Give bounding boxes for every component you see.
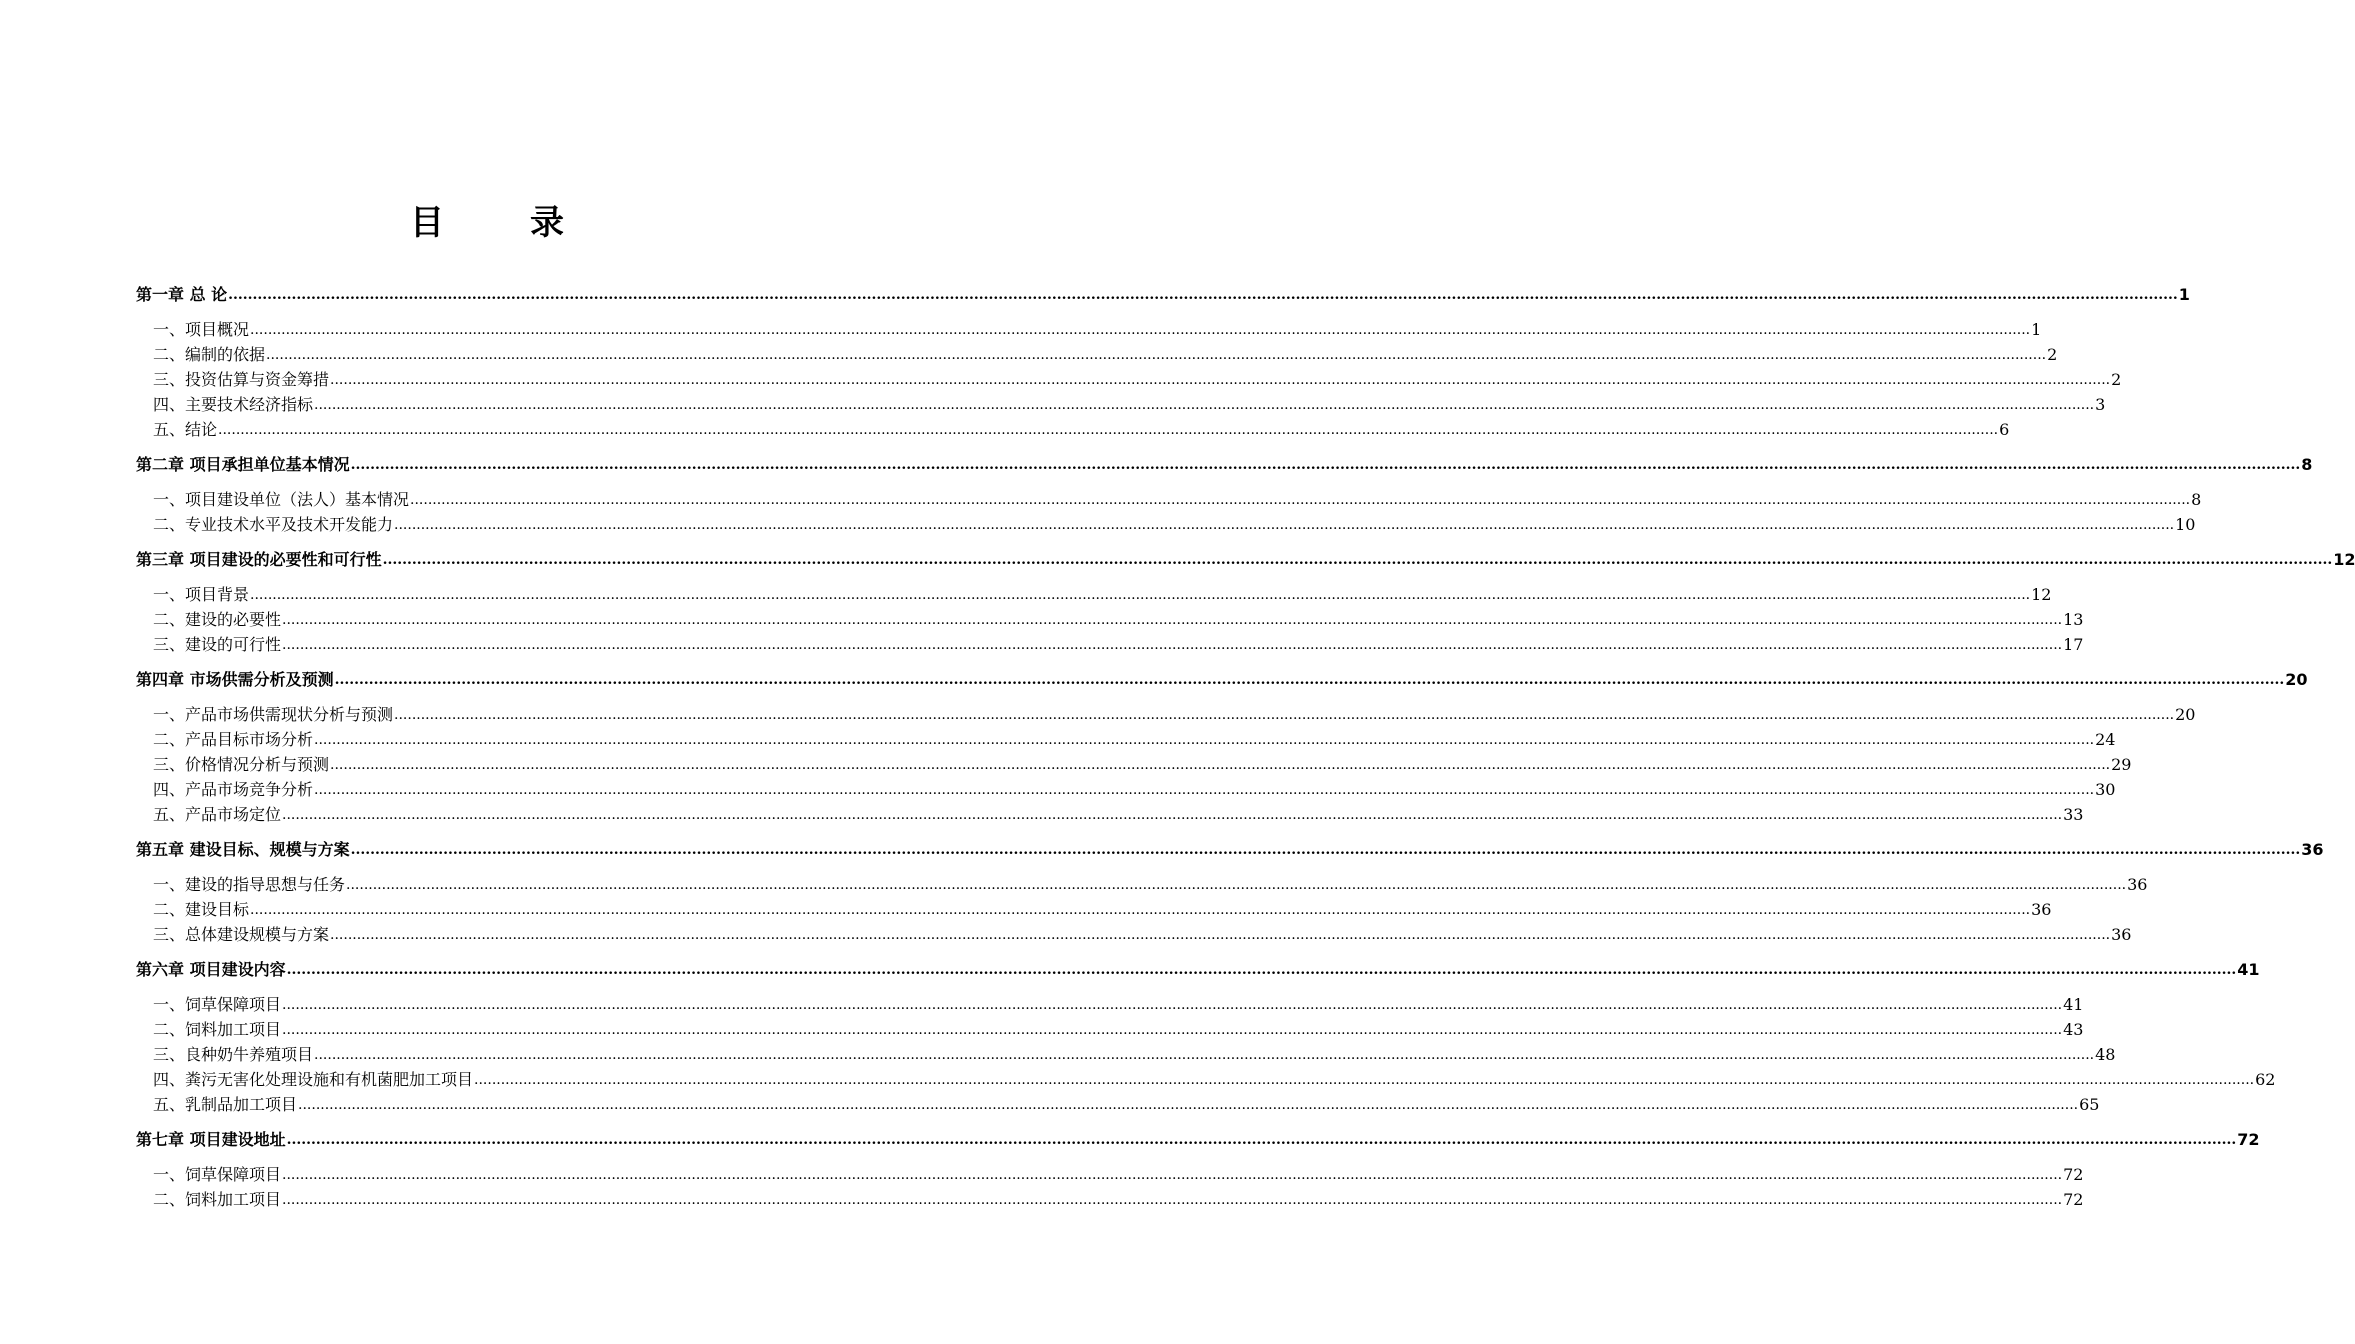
dot-leader: ................................................................................................................................................................................................................................................................................................................................................................................................................ bbox=[394, 707, 2175, 723]
dot-leader: ................................................................................................................................................................................................................................................................................................................................................................................................................ bbox=[282, 612, 2063, 628]
toc-entry-label: 五、结论 bbox=[153, 420, 218, 439]
dot-leader: ................................................................................................................................................................................................................................................................................................................................................................................................................ bbox=[282, 1022, 2063, 1038]
toc-entry-page-number: 6 bbox=[1999, 420, 2010, 439]
dot-leader: ................................................................................................................................................................................................................................................................................................................................................................................................................ bbox=[282, 637, 2063, 653]
toc-section-entry[interactable] bbox=[0, 512, 2196, 536]
toc-entry-label: 二、建设的必要性 bbox=[153, 610, 282, 629]
toc-title-char-2: 录 bbox=[530, 203, 564, 243]
toc-entry-label: 三、总体建设规模与方案 bbox=[153, 925, 330, 944]
dot-leader: ................................................................................................................................................................................................................................................................................................................................................................................................................ bbox=[218, 422, 1999, 438]
toc-entry-page-number: 17 bbox=[2063, 635, 2084, 654]
toc-entry-page-number: 3 bbox=[2095, 395, 2106, 414]
toc-section-entry[interactable] bbox=[0, 727, 2116, 751]
toc-entry-label: 二、建设目标 bbox=[153, 900, 250, 919]
toc-entry-page-number: 41 bbox=[2063, 995, 2084, 1014]
toc-section-entry[interactable] bbox=[0, 752, 2132, 776]
dot-leader: ................................................................................................................................................................................................................................................................................................................................................................................................................ bbox=[282, 997, 2063, 1013]
toc-entry-page-number: 36 bbox=[2301, 840, 2324, 859]
dot-leader: ................................................................................................................................................................................................................................................................................................................................................................................................................ bbox=[346, 877, 2127, 893]
toc-section-entry[interactable] bbox=[0, 1067, 2276, 1091]
toc-section-entry[interactable] bbox=[0, 777, 2116, 801]
toc-entry-page-number: 2 bbox=[2111, 370, 2122, 389]
toc-entry-page-number: 43 bbox=[2063, 1020, 2084, 1039]
toc-entry-label: 一、建设的指导思想与任务 bbox=[153, 875, 346, 894]
dot-leader: ................................................................................................................................................................................................................................................................................................................................................................................................................ bbox=[282, 1167, 2063, 1183]
toc-entry-page-number: 72 bbox=[2237, 1130, 2260, 1149]
toc-section-entry[interactable] bbox=[0, 367, 2122, 391]
toc-section-entry[interactable] bbox=[0, 992, 2084, 1016]
toc-entry-label: 四、粪污无害化处理设施和有机菌肥加工项目 bbox=[153, 1070, 474, 1089]
toc-section-entry[interactable] bbox=[0, 632, 2084, 656]
toc-chapter-entry[interactable] bbox=[0, 282, 2190, 306]
dot-leader: ................................................................................................................................................................................................................................................................................................................................................................................................................ bbox=[228, 287, 2178, 303]
toc-entry-page-number: 8 bbox=[2191, 490, 2202, 509]
dot-leader: ................................................................................................................................................................................................................................................................................................................................................................................................................ bbox=[330, 927, 2111, 943]
toc-chapter-entry[interactable] bbox=[0, 452, 2313, 476]
toc-entry-page-number: 1 bbox=[2178, 285, 2190, 304]
toc-entry-label: 三、价格情况分析与预测 bbox=[153, 755, 330, 774]
toc-entry-page-number: 10 bbox=[2175, 515, 2196, 534]
toc-entry-label: 第二章 项目承担单位基本情况 bbox=[136, 455, 350, 474]
toc-entry-page-number: 48 bbox=[2095, 1045, 2116, 1064]
toc-title bbox=[0, 198, 950, 248]
toc-entry-page-number: 12 bbox=[2031, 585, 2052, 604]
toc-entry-page-number: 24 bbox=[2095, 730, 2116, 749]
dot-leader: ................................................................................................................................................................................................................................................................................................................................................................................................................ bbox=[334, 672, 2285, 688]
toc-entry-label: 四、主要技术经济指标 bbox=[153, 395, 314, 414]
dot-leader: ................................................................................................................................................................................................................................................................................................................................................................................................................ bbox=[382, 552, 2333, 568]
toc-section-entry[interactable] bbox=[0, 897, 2052, 921]
toc-entry-label: 二、产品目标市场分析 bbox=[153, 730, 314, 749]
toc-entry-page-number: 72 bbox=[2063, 1165, 2084, 1184]
dot-leader: ................................................................................................................................................................................................................................................................................................................................................................................................................ bbox=[314, 732, 2095, 748]
dot-leader: ................................................................................................................................................................................................................................................................................................................................................................................................................ bbox=[410, 492, 2191, 508]
dot-leader: ................................................................................................................................................................................................................................................................................................................................................................................................................ bbox=[474, 1072, 2255, 1088]
toc-entry-label: 第七章 项目建设地址 bbox=[136, 1130, 286, 1149]
toc-entry-label: 三、投资估算与资金筹措 bbox=[153, 370, 330, 389]
toc-entry-page-number: 20 bbox=[2285, 670, 2308, 689]
toc-entry-label: 一、项目建设单位（法人）基本情况 bbox=[153, 490, 410, 509]
toc-section-entry[interactable] bbox=[0, 802, 2084, 826]
dot-leader: ................................................................................................................................................................................................................................................................................................................................................................................................................ bbox=[330, 372, 2111, 388]
toc-title-char-1: 目 bbox=[410, 203, 444, 243]
toc-entry-label: 五、乳制品加工项目 bbox=[153, 1095, 298, 1114]
toc-section-entry[interactable] bbox=[0, 1042, 2116, 1066]
toc-entry-page-number: 33 bbox=[2063, 805, 2084, 824]
dot-leader: ................................................................................................................................................................................................................................................................................................................................................................................................................ bbox=[286, 1132, 2237, 1148]
toc-entry-label: 二、饲料加工项目 bbox=[153, 1020, 282, 1039]
toc-section-entry[interactable] bbox=[0, 342, 2058, 366]
toc-section-entry[interactable] bbox=[0, 702, 2196, 726]
toc-section-entry[interactable] bbox=[0, 582, 2052, 606]
toc-entry-page-number: 72 bbox=[2063, 1190, 2084, 1209]
dot-leader: ................................................................................................................................................................................................................................................................................................................................................................................................................ bbox=[250, 902, 2031, 918]
dot-leader: ................................................................................................................................................................................................................................................................................................................................................................................................................ bbox=[298, 1097, 2079, 1113]
dot-leader: ................................................................................................................................................................................................................................................................................................................................................................................................................ bbox=[350, 842, 2301, 858]
toc-entry-page-number: 36 bbox=[2111, 925, 2132, 944]
toc-entry-label: 五、产品市场定位 bbox=[153, 805, 282, 824]
toc-chapter-entry[interactable] bbox=[0, 1127, 2260, 1151]
toc-entry-page-number: 29 bbox=[2111, 755, 2132, 774]
toc-entry-page-number: 2 bbox=[2047, 345, 2058, 364]
toc-entry-page-number: 12 bbox=[2333, 550, 2355, 569]
dot-leader: ................................................................................................................................................................................................................................................................................................................................................................................................................ bbox=[350, 457, 2301, 473]
toc-entry-label: 二、专业技术水平及技术开发能力 bbox=[153, 515, 394, 534]
toc-entry-page-number: 65 bbox=[2079, 1095, 2100, 1114]
toc-entry-page-number: 30 bbox=[2095, 780, 2116, 799]
toc-section-entry[interactable] bbox=[0, 317, 2042, 341]
toc-entry-label: 第一章 总 论 bbox=[136, 285, 228, 304]
toc-entry-label: 第六章 项目建设内容 bbox=[136, 960, 286, 979]
toc-section-entry[interactable] bbox=[0, 1017, 2084, 1041]
dot-leader: ................................................................................................................................................................................................................................................................................................................................................................................................................ bbox=[282, 807, 2063, 823]
toc-entry-label: 一、产品市场供需现状分析与预测 bbox=[153, 705, 394, 724]
dot-leader: ................................................................................................................................................................................................................................................................................................................................................................................................................ bbox=[394, 517, 2175, 533]
toc-chapter-entry[interactable] bbox=[0, 957, 2260, 981]
toc-entry-label: 四、产品市场竞争分析 bbox=[153, 780, 314, 799]
toc-entry-label: 二、编制的依据 bbox=[153, 345, 266, 364]
toc-section-entry[interactable] bbox=[0, 922, 2132, 946]
dot-leader: ................................................................................................................................................................................................................................................................................................................................................................................................................ bbox=[314, 782, 2095, 798]
toc-entry-label: 三、建设的可行性 bbox=[153, 635, 282, 654]
dot-leader: ................................................................................................................................................................................................................................................................................................................................................................................................................ bbox=[282, 1192, 2063, 1208]
dot-leader: ................................................................................................................................................................................................................................................................................................................................................................................................................ bbox=[314, 397, 2095, 413]
toc-section-entry[interactable] bbox=[0, 607, 2084, 631]
toc-entry-page-number: 13 bbox=[2063, 610, 2084, 629]
toc-entry-label: 第三章 项目建设的必要性和可行性 bbox=[136, 550, 382, 569]
toc-chapter-entry[interactable] bbox=[0, 837, 2324, 861]
dot-leader: ................................................................................................................................................................................................................................................................................................................................................................................................................ bbox=[286, 962, 2237, 978]
toc-section-entry[interactable] bbox=[0, 1162, 2084, 1186]
toc-chapter-entry[interactable] bbox=[0, 667, 2308, 691]
toc-section-entry[interactable] bbox=[0, 392, 2106, 416]
toc-section-entry[interactable] bbox=[0, 487, 2202, 511]
toc-entry-label: 第五章 建设目标、规模与方案 bbox=[136, 840, 350, 859]
dot-leader: ................................................................................................................................................................................................................................................................................................................................................................................................................ bbox=[250, 587, 2031, 603]
toc-chapter-entry[interactable] bbox=[0, 547, 2355, 571]
toc-entry-label: 三、良种奶牛养殖项目 bbox=[153, 1045, 314, 1064]
toc-section-entry[interactable] bbox=[0, 872, 2148, 896]
toc-entry-page-number: 62 bbox=[2255, 1070, 2276, 1089]
toc-entry-label: 一、饲草保障项目 bbox=[153, 995, 282, 1014]
toc-section-entry[interactable] bbox=[0, 417, 2010, 441]
toc-entry-label: 二、饲料加工项目 bbox=[153, 1190, 282, 1209]
toc-entry-label: 第四章 市场供需分析及预测 bbox=[136, 670, 334, 689]
toc-entry-label: 一、饲草保障项目 bbox=[153, 1165, 282, 1184]
toc-entry-label: 一、项目背景 bbox=[153, 585, 250, 604]
dot-leader: ................................................................................................................................................................................................................................................................................................................................................................................................................ bbox=[314, 1047, 2095, 1063]
toc-section-entry[interactable] bbox=[0, 1187, 2084, 1211]
toc-entry-page-number: 1 bbox=[2031, 320, 2042, 339]
toc-entry-label: 一、项目概况 bbox=[153, 320, 250, 339]
toc-section-entry[interactable] bbox=[0, 1092, 2100, 1116]
dot-leader: ................................................................................................................................................................................................................................................................................................................................................................................................................ bbox=[250, 322, 2031, 338]
dot-leader: ................................................................................................................................................................................................................................................................................................................................................................................................................ bbox=[266, 347, 2047, 363]
dot-leader: ................................................................................................................................................................................................................................................................................................................................................................................................................ bbox=[330, 757, 2111, 773]
toc-entry-page-number: 8 bbox=[2301, 455, 2313, 474]
toc-entry-page-number: 36 bbox=[2031, 900, 2052, 919]
toc-entry-page-number: 36 bbox=[2127, 875, 2148, 894]
toc-entry-page-number: 20 bbox=[2175, 705, 2196, 724]
toc-entry-page-number: 41 bbox=[2237, 960, 2260, 979]
